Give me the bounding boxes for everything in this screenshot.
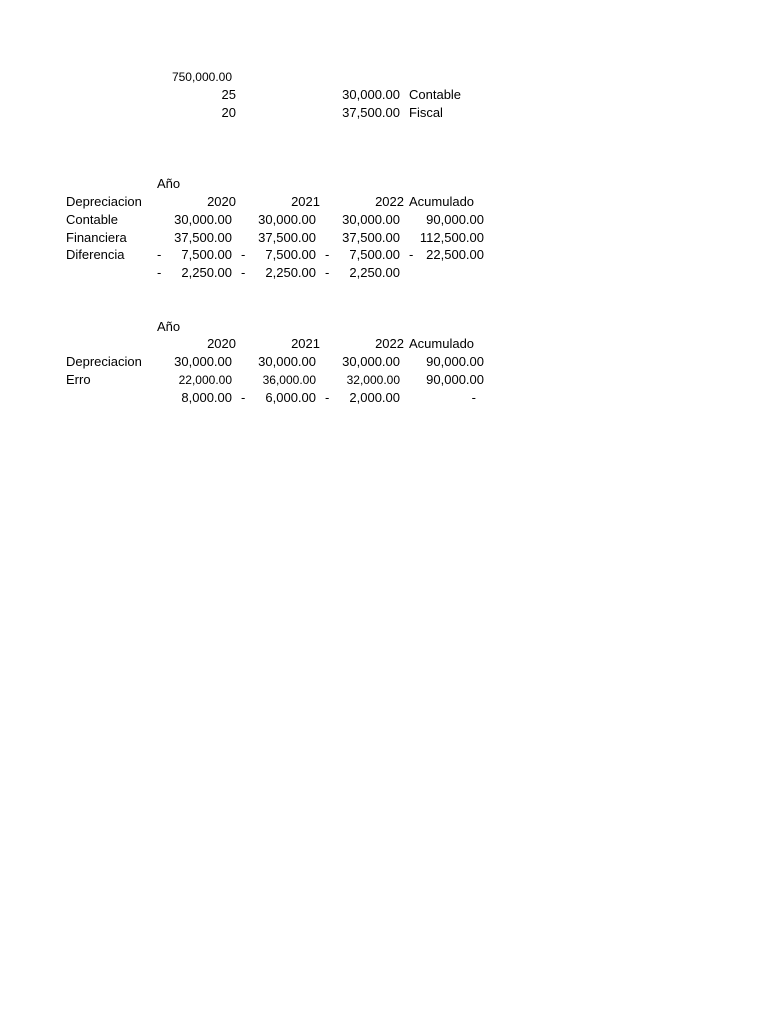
row-label: Diferencia bbox=[66, 247, 125, 262]
negative-sign: - bbox=[241, 265, 246, 280]
amount-fiscal: 37,500.00 bbox=[342, 105, 400, 120]
table-cell: 37,500.00 bbox=[258, 230, 316, 245]
header-label: Depreciacion bbox=[66, 194, 142, 209]
negative-sign: - bbox=[325, 247, 330, 262]
table-cell: 90,000.00 bbox=[426, 372, 484, 387]
table-cell: 2,250.00 bbox=[265, 265, 316, 280]
header-acumulado: Acumulado bbox=[409, 194, 475, 209]
total-value: 750,000.00 bbox=[171, 70, 232, 84]
negative-sign: - bbox=[325, 390, 330, 405]
table-cell: 22,000.00 bbox=[178, 373, 232, 387]
table-cell: 90,000.00 bbox=[426, 212, 484, 227]
row-label: Erro bbox=[66, 372, 91, 387]
header-2020: 2020 bbox=[207, 194, 236, 209]
table-cell: 7,500.00 bbox=[181, 247, 232, 262]
table-cell: 37,500.00 bbox=[342, 230, 400, 245]
table-cell: 7,500.00 bbox=[265, 247, 316, 262]
header-acumulado: Acumulado bbox=[409, 336, 475, 351]
label-contable: Contable bbox=[409, 87, 462, 102]
negative-sign: - bbox=[157, 247, 162, 262]
year-header: Año bbox=[157, 319, 181, 334]
years-fiscal: 20 bbox=[221, 105, 236, 120]
header-2021: 2021 bbox=[291, 194, 320, 209]
label-fiscal: Fiscal bbox=[409, 105, 443, 120]
amount-contable: 30,000.00 bbox=[342, 87, 400, 102]
table-cell: 30,000.00 bbox=[174, 212, 232, 227]
row-label: Contable bbox=[66, 212, 119, 227]
table-cell: - bbox=[471, 390, 476, 405]
table-cell: 90,000.00 bbox=[426, 354, 484, 369]
table-cell: 30,000.00 bbox=[258, 212, 316, 227]
negative-sign: - bbox=[325, 265, 330, 280]
table-cell: 112,500.00 bbox=[419, 230, 484, 245]
table-cell: 37,500.00 bbox=[174, 230, 232, 245]
header-2020: 2020 bbox=[207, 336, 236, 351]
table-cell: 30,000.00 bbox=[342, 212, 400, 227]
years-contable: 25 bbox=[221, 87, 236, 102]
table-cell: 2,250.00 bbox=[181, 265, 232, 280]
negative-sign: - bbox=[157, 265, 162, 280]
header-2022: 2022 bbox=[375, 336, 404, 351]
table-cell: 36,000.00 bbox=[262, 373, 316, 387]
table-cell: 6,000.00 bbox=[265, 390, 316, 405]
table-cell: 2,000.00 bbox=[349, 390, 400, 405]
negative-sign: - bbox=[409, 247, 414, 262]
year-header: Año bbox=[157, 176, 181, 191]
row-label: Depreciacion bbox=[66, 354, 142, 369]
table-cell: 30,000.00 bbox=[342, 354, 400, 369]
table-cell: 30,000.00 bbox=[174, 354, 232, 369]
table-cell: 30,000.00 bbox=[258, 354, 316, 369]
negative-sign: - bbox=[241, 390, 246, 405]
table-cell: 7,500.00 bbox=[349, 247, 400, 262]
header-2022: 2022 bbox=[375, 194, 404, 209]
table-cell: 2,250.00 bbox=[349, 265, 400, 280]
negative-sign: - bbox=[241, 247, 246, 262]
table-cell: 8,000.00 bbox=[181, 390, 232, 405]
header-2021: 2021 bbox=[291, 336, 320, 351]
row-label: Financiera bbox=[66, 230, 127, 245]
table-cell: 22,500.00 bbox=[426, 247, 484, 262]
table-cell: 32,000.00 bbox=[346, 373, 400, 387]
